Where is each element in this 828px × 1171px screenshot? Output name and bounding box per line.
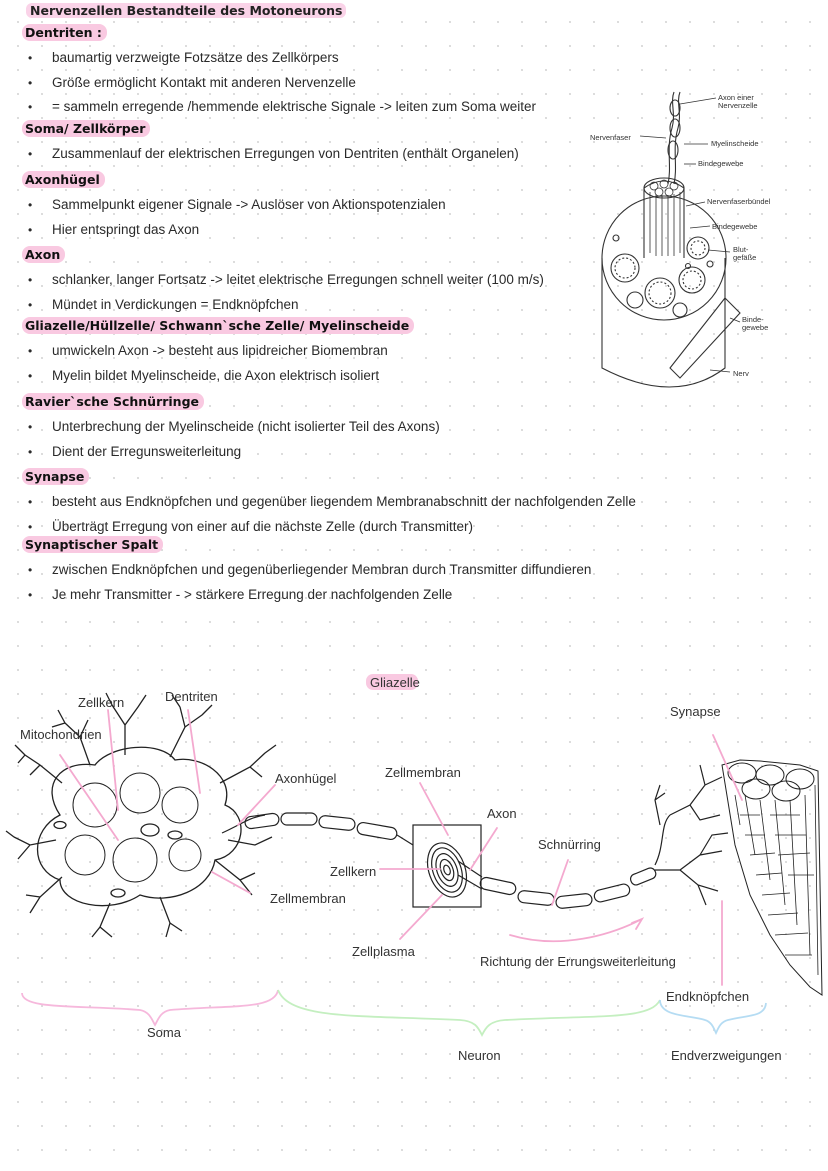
- list-item: • Sammelpunkt eigener Signale -> Auslöser von Aktionspotenzialen: [28, 193, 446, 218]
- label-soma: Soma: [147, 1025, 181, 1040]
- heading-dentriten: Dentriten :: [22, 24, 107, 41]
- heading-gliazelle: Gliazelle/Hüllzelle/ Schwann`sche Zelle/ Myelinscheide: [22, 317, 414, 334]
- heading-axon: Axon: [22, 246, 65, 263]
- label-blutgefaesse-2: gefäße: [733, 253, 757, 262]
- label-bindegewebe-3-2: gewebe: [742, 323, 769, 332]
- label-synapse: Synapse: [670, 704, 721, 719]
- nucleus: [141, 824, 159, 836]
- label-axonhuegel: Axonhügel: [275, 771, 337, 786]
- list-item: • Mündet in Verdickungen = Endknöpfchen: [28, 293, 544, 318]
- list-dentriten: [28, 46, 536, 120]
- list-item: • Zusammenlauf der elektrischen Erregungen von Dentriten (enthält Organelen): [28, 142, 519, 167]
- synapse-target: [722, 760, 822, 995]
- label-myelinscheide: Myelinscheide: [711, 139, 759, 148]
- nerve-fibre: [668, 92, 674, 184]
- list-synapse: [28, 490, 636, 539]
- endverzweigungen-brace: [660, 1000, 766, 1033]
- heading-soma: Soma/ Zellkörper: [22, 120, 150, 137]
- label-zellmembran: Zellmembran: [385, 765, 461, 780]
- label-nerv: Nerv: [733, 369, 749, 378]
- label-bindegewebe-3: Binde-: [742, 315, 764, 324]
- label-endverzweigungen: Endverzweigungen: [671, 1048, 782, 1063]
- list-item: • = sammeln erregende /hemmende elektrische Signale -> leiten zum Soma weiter: [28, 95, 536, 120]
- axon-cross-section-box: [413, 825, 481, 907]
- label-blutgefaesse: Blut-: [733, 245, 749, 254]
- label-schnuerring: Schnürring: [538, 837, 601, 852]
- list-item: • Unterbrechung der Myelinscheide (nicht isolierter Teil des Axons): [28, 415, 440, 440]
- list-item: • Hier entspringt das Axon: [28, 218, 446, 243]
- list-item: • schlanker, langer Fortsatz -> leitet elektrische Erregungen schnell weiter (100 m/s): [28, 268, 544, 293]
- heading-axonhuegel: Axonhügel: [22, 171, 105, 188]
- label-zellplasma: Zellplasma: [352, 944, 415, 959]
- label-zellkern-2: Zellkern: [330, 864, 377, 879]
- list-synaptischer-spalt: [28, 558, 591, 607]
- label-gliazelle: Gliazelle: [370, 675, 420, 690]
- label-richtung: Richtung der Errungsweiterleitung: [480, 954, 676, 969]
- list-item: • besteht aus Endknöpfchen und gegenüber liegendem Membranabschnitt der nachfolgenden Zelle: [28, 490, 636, 515]
- heading-synaptischer-spalt: Synaptischer Spalt: [22, 536, 163, 553]
- list-item: • Dient der Erregunsweiterleitung: [28, 440, 440, 465]
- label-zellmembran-2: Zellmembran: [270, 891, 346, 906]
- label-bindegewebe-1: Bindegewebe: [698, 159, 744, 168]
- list-gliazelle: [28, 339, 388, 388]
- page-title: Nervenzellen Bestandteile des Motoneurons: [26, 3, 346, 18]
- list-item: • zwischen Endknöpfchen und gegenüberliegender Membran durch Transmitter diffundieren: [28, 558, 591, 583]
- label-dentriten: Dentriten: [165, 689, 218, 704]
- label-nervenfaser: Nervenfaser: [590, 133, 631, 142]
- label-axon: Axon: [487, 806, 517, 821]
- list-item: • baumartig verzweigte Fotzsätze des Zellkörpers: [28, 46, 536, 71]
- soma-brace: [22, 990, 278, 1025]
- list-item: • Überträgt Erregung von einer auf die nächste Zelle (durch Transmitter): [28, 515, 636, 540]
- label-axon-einer-nervenzelle-2: Nervenzelle: [718, 101, 758, 110]
- nerve-cross-section-diagram: [580, 88, 828, 408]
- axon-shape: [222, 765, 728, 909]
- neuron-brace: [278, 990, 660, 1035]
- label-endknoepfchen: Endknöpfchen: [666, 989, 750, 1004]
- nerve-top: [602, 196, 726, 320]
- label-bindegewebe-2: Bindegewebe: [712, 222, 758, 231]
- heading-synapse: Synapse: [22, 468, 89, 485]
- label-neuron: Neuron: [458, 1048, 501, 1063]
- list-item: • umwickeln Axon -> besteht aus lipidreicher Biomembran: [28, 339, 388, 364]
- neuron-diagram: [0, 665, 828, 1085]
- heading-schnuerringe: Ravier`sche Schnürringe: [22, 393, 204, 410]
- label-nervenfaserbuendel: Nervenfaserbündel: [707, 197, 771, 206]
- spiral-myelin: [421, 838, 474, 903]
- list-item: • Größe ermöglicht Kontakt mit anderen Nervenzelle: [28, 71, 536, 96]
- list-schnuerringe: [28, 415, 440, 464]
- list-item: • Je mehr Transmitter - > stärkere Erregung der nachfolgenden Zelle: [28, 583, 591, 608]
- list-axonhuegel: [28, 193, 446, 242]
- list-item: • Myelin bildet Myelinscheide, die Axon elektrisch isoliert: [28, 364, 388, 389]
- list-soma: [28, 142, 519, 167]
- label-mitochondrien: Mitochondrien: [20, 727, 102, 742]
- label-zellkern: Zellkern: [78, 695, 125, 710]
- list-axon: [28, 268, 544, 317]
- label-axon-einer-nervenzelle: Axon einer: [718, 93, 754, 102]
